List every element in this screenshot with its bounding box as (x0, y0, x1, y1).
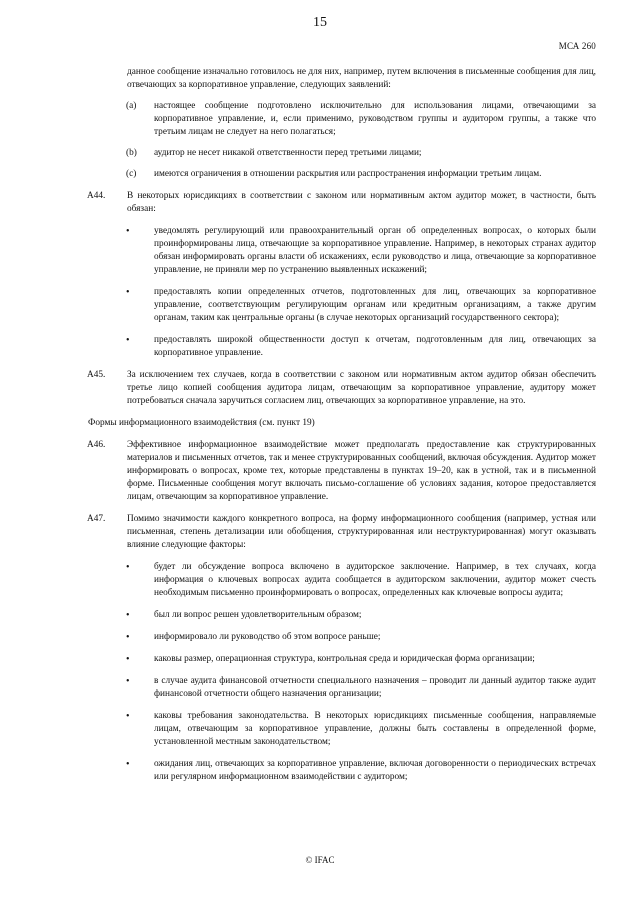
bullet-icon: • (126, 676, 130, 687)
page-number: 15 (313, 15, 327, 30)
bullet-item (126, 609, 596, 622)
intro-paragraph: данное сообщение изначально готовилось не для них, например, путем включения в письменные сообщения для лиц, отвечающих за корпоративное управление, следующих заявлений: (127, 67, 596, 90)
bullet-text: был ли вопрос решен удовлетворительным образом; (154, 610, 362, 620)
paragraph-number: A47. (87, 514, 106, 524)
bullet-item (126, 334, 596, 360)
bullet-icon: • (126, 654, 130, 665)
copyright-footer: © IFAC (305, 855, 335, 865)
bullet-text: предоставлять широкой общественности доступ к отчетам, подготовленным для лиц, отвечающих за корпоративное управление. (154, 335, 596, 358)
bullet-item (126, 561, 596, 600)
paragraph-text: В некоторых юрисдикциях в соответствии с законом или нормативным актом аудитор может, в частности, быть обязан: (127, 191, 596, 214)
bullet-icon: • (126, 711, 130, 722)
bullet-item (126, 631, 596, 644)
bullet-item (126, 675, 596, 701)
statement-text: имеются ограничения в отношении раскрытия или распространения информации третьим лицам. (154, 169, 542, 179)
bullet-icon: • (126, 287, 130, 298)
bullet-icon: • (126, 226, 130, 237)
document-code: МСА 260 (558, 41, 596, 51)
bullet-text: каковы размер, операционная структура, контрольная среда и юридическая форма организации; (154, 654, 535, 664)
bullet-item (126, 225, 596, 277)
statement-label: (a) (126, 101, 137, 111)
bullet-icon: • (126, 632, 130, 643)
bullet-text: уведомлять регулирующий или правоохранительный орган об определенных вопросах, о которых были проинформированы лица, отвечающие за корпоративное управление. Например, в некоторых странах аудитор обязан информировать органы власти об искажениях, если руководство и лица, отвечающие за корпоративное управление, не приняли мер по устранению выявленных искажений; (154, 226, 596, 275)
bullet-icon: • (126, 335, 130, 346)
paragraph-a47 (87, 513, 596, 552)
statement-label: (b) (126, 148, 137, 158)
bullet-text: предоставлять копии определенных отчетов, подготовленных для лиц, отвечающих за корпоративное управление, соответствующим регулирующим органам или кредитным организациям, а также другим органам, таким как центральные органы (в случае некоторых организаций государственного сектора); (154, 287, 596, 323)
bullet-icon: • (126, 759, 130, 770)
paragraph-text: Эффективное информационное взаимодействие может предполагать предоставление как структурированных материалов и письменных отчетов, так и менее структурированных сообщений, включая обсуждения. Аудитор может информировать о вопросах, кроме тех, которые представлены в пунктах 19–20, как в устной, так и в письменной форме. Письменные сообщения могут включать письмо-соглашение об условиях задания, которое предоставляется лицам, отвечающим за корпоративное управление. (127, 440, 596, 502)
bullet-item (126, 653, 596, 666)
bullet-item (126, 286, 596, 325)
page-content (0, 66, 640, 784)
bullet-text: информировало ли руководство об этом вопросе раньше; (154, 632, 381, 642)
paragraph-number: A46. (87, 440, 106, 450)
paragraph-a45 (87, 369, 596, 408)
paragraph-a44 (87, 190, 596, 216)
statement-item (126, 147, 596, 160)
bullet-text: будет ли обсуждение вопроса включено в аудиторское заключение. Например, в тех случаях, когда информация о ключевых вопросах аудита сообщается в аудиторском заключении, аудитор может счесть необходимым письменно проинформировать о вопросах, определенных как ключевые вопросы аудита; (154, 562, 596, 598)
statement-text: настоящее сообщение подготовлено исключительно для использования лицами, отвечающими за корпоративное управление, и, если применимо, руководством группы и аудитором группы, а также что третьим лицам не следует на него полагаться; (154, 101, 596, 137)
paragraph-text: За исключением тех случаев, когда в соответствии с законом или нормативным актом аудитор обязан обеспечить третье лицо копией сообщения аудитора лицам, отвечающим за корпоративное управление, аудитору может потребоваться сначала заручиться согласием лиц, отвечающих за корпоративное управление, на это. (127, 370, 596, 406)
bullet-icon: • (126, 610, 130, 621)
paragraph-a46 (87, 439, 596, 504)
statement-label: (c) (126, 169, 137, 179)
bullet-icon: • (126, 562, 130, 573)
paragraph-text: Помимо значимости каждого конкретного вопроса, на форму информационного сообщения (например, устная или письменная, степень детализации или обобщения, структурированная или неструктурированная) могут оказывать влияние следующие факторы: (127, 514, 596, 550)
bullet-text: каковы требования законодательства. В некоторых юрисдикциях письменные сообщения, направляемые лицам, отвечающим за корпоративное управление, должны быть составлены в определенной форме, установленной местным законодательством; (154, 711, 596, 747)
paragraph-number: A44. (87, 191, 106, 201)
paragraph-number: A45. (87, 370, 106, 380)
statement-item (126, 168, 596, 181)
statement-text: аудитор не несет никакой ответственности перед третьими лицами; (154, 148, 422, 158)
statement-item (126, 100, 596, 139)
bullet-item (126, 758, 596, 784)
bullet-item (126, 710, 596, 749)
bullet-text: ожидания лиц, отвечающих за корпоративное управление, включая договоренности о периодических встречах или регулярном информационном взаимодействии с аудитором; (154, 759, 596, 782)
bullet-text: в случае аудита финансовой отчетности специального назначения – проводит ли данный аудитор также аудит финансовой отчетности общего назначения организации; (154, 676, 596, 699)
section-heading: Формы информационного взаимодействия (см. пункт 19) (88, 418, 315, 428)
